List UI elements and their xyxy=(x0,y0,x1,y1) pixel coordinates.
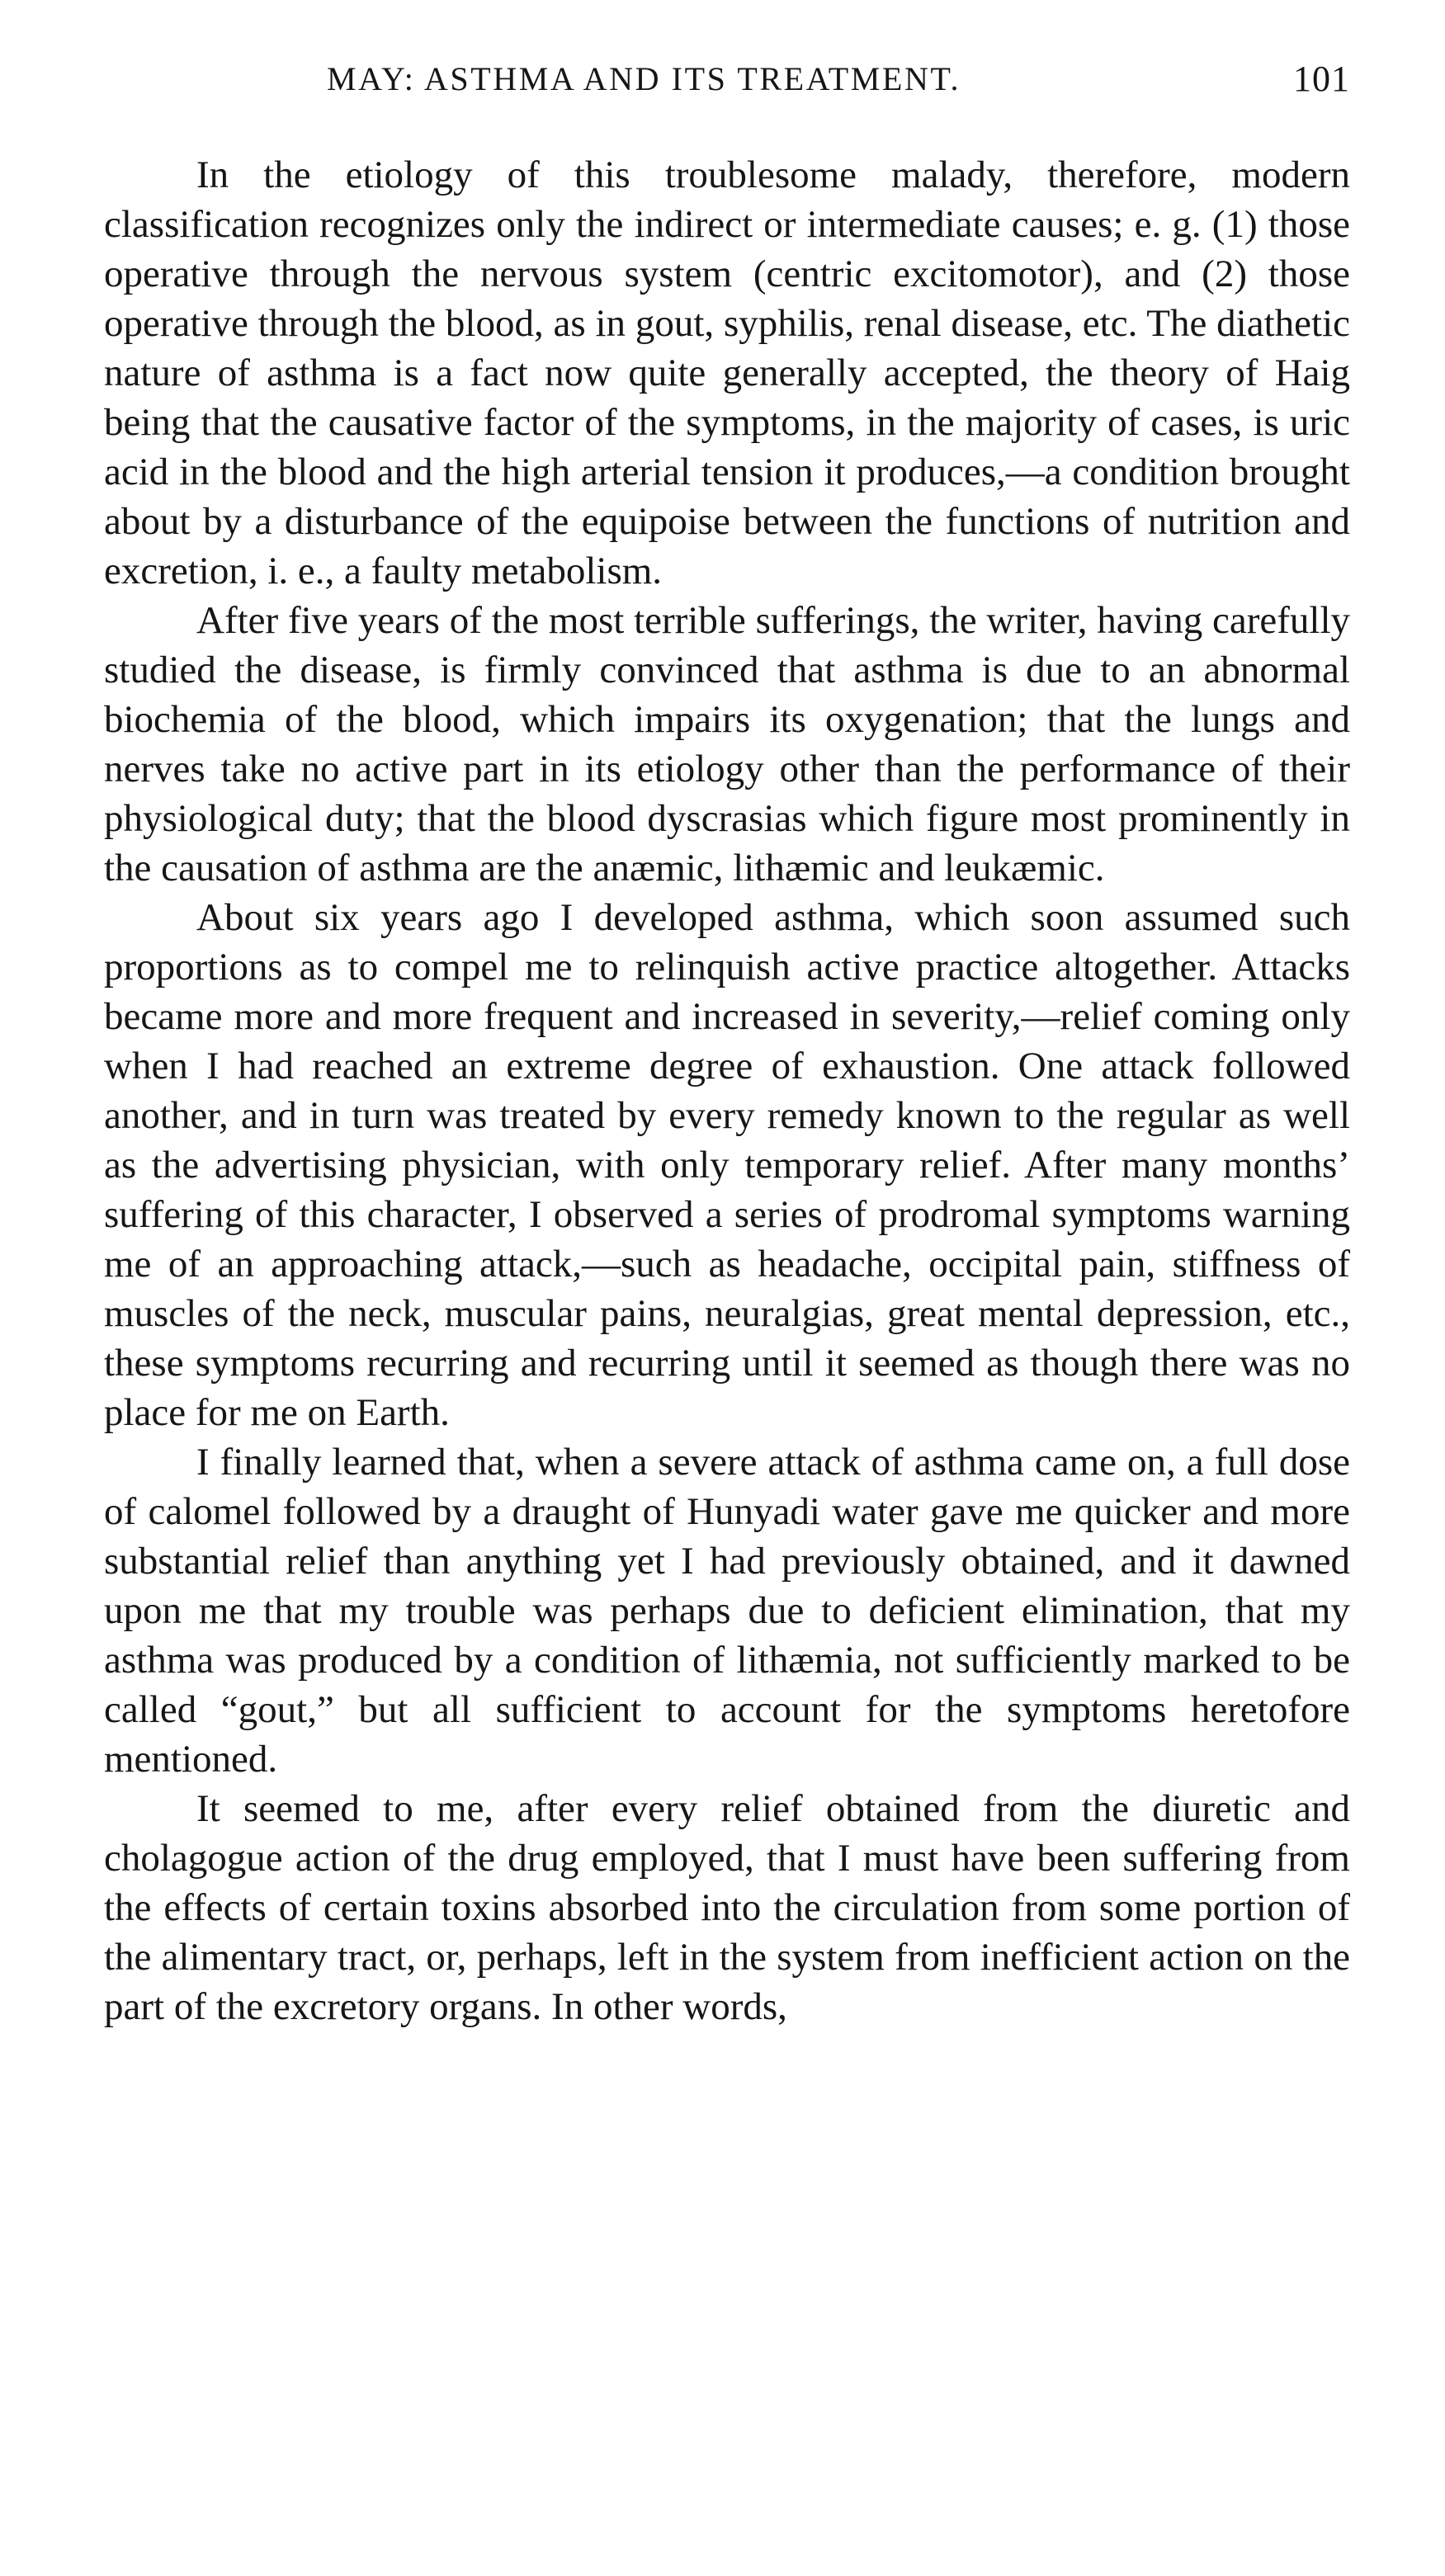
paragraph-personal-history: About six years ago I developed asthma, which soon assumed such proportions as to compel me to relinquish active practice altogether. Attacks became more and more frequent and increased in severity,—relief coming only when I had reached an extreme degree of exhaustion. One attack followed another, and in turn was treated by every remedy known to the regular as well as the advertising physician, with only temporary relief. After many months’ suffering of this character, I observed a series of prodromal symptoms warning me of an approaching attack,—such as headache, occipital pain, stiffness of muscles of the neck, muscular pains, neuralgias, great mental depression, etc., these symptoms recurring and recurring until it seemed as though there was no place for me on Earth. xyxy=(104,896,1350,1434)
running-title: MAY: ASTHMA AND ITS TREATMENT. xyxy=(327,60,961,97)
paragraph-etiology: In the etiology of this troublesome malady, therefore, modern classification recognizes only the indirect or intermediate causes; e. g. (1) those operative through the nervous system (centric excitomotor), and (2) those operative through the blood, as in gout, syphilis, renal disease, etc. The diathetic nature of asthma is a fact now quite generally accepted, the theory of Haig being that the causative factor of the symptoms, in the majority of cases, is uric acid in the blood and the high arterial tension it produces,—a condition brought about by a disturbance of the equipoise between the functions of nutrition and excretion, i. e., a faulty metabolism. xyxy=(104,153,1350,592)
body-text xyxy=(104,150,1350,2031)
paragraph-toxins: It seemed to me, after every relief obtained from the diuretic and cholagogue action of the drug employed, that I must have been suffering from the effects of certain toxins absorbed into the circulation from some portion of the alimentary tract, or, perhaps, left in the system from inefficient action on the part of the excretory organs. In other words, xyxy=(104,1787,1350,2028)
paragraph-writer-conviction: After five years of the most terrible sufferings, the writer, having carefully studied the disease, is firmly convinced that asthma is due to an abnormal biochemia of the blood, which impairs its oxygenation; that the lungs and nerves take no active part in its etiology other than the performance of their physiological duty; that the blood dyscrasias which figure most prominently in the causation of asthma are the anæmic, lithæmic and leukæmic. xyxy=(104,599,1350,889)
page-number: 101 xyxy=(1293,59,1350,99)
paragraph-calomel-relief: I finally learned that, when a severe attack of asthma came on, a full dose of calomel followed by a draught of Hunyadi water gave me quicker and more substantial relief than anything yet I had previously obtained, and it dawned upon me that my trouble was perhaps due to deficient elimination, that my asthma was produced by a condition of lithæmia, not sufficiently marked to be called “gout,” but all sufficient to account for the symptoms heretofore mentioned. xyxy=(104,1441,1350,1781)
running-header xyxy=(104,59,1350,109)
